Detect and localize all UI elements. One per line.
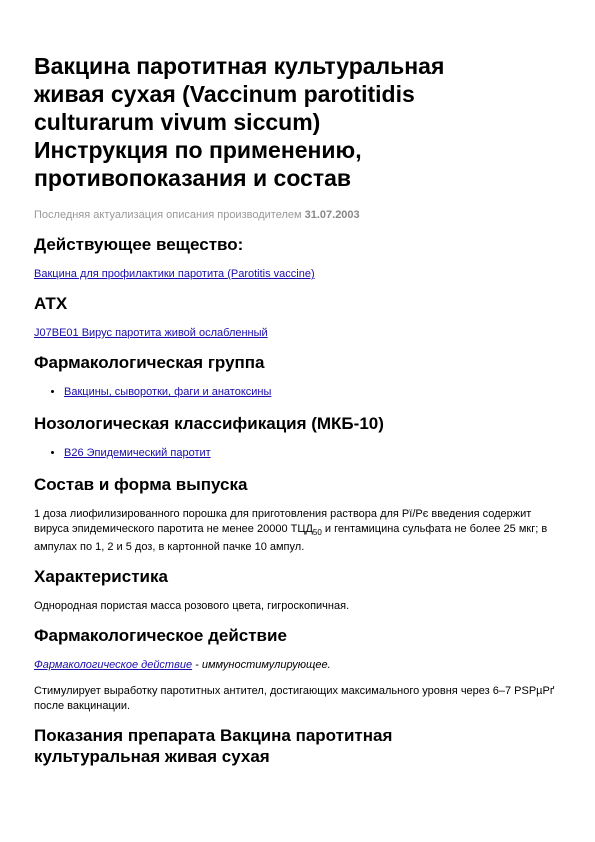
last-updated-date: 31.07.2003 <box>304 209 360 221</box>
list-item <box>64 385 555 400</box>
pharm-action-text: Стимулирует выработку паротитных антител, достигающих максимального уровня через 6–7 РЅРµРґ после вакцинации. <box>34 685 555 713</box>
active-substance-heading: Действующее вещество: <box>34 235 244 254</box>
last-updated <box>34 209 555 221</box>
composition-text-part: 1 доза лиофилизированного порошка для приготовления раствора для Рї/Рє введения содержит вируса эпидемического паротита не менее 20000 ТЦД <box>34 508 532 535</box>
last-updated-label: Последняя актуализация описания производителем <box>34 209 302 221</box>
title-line: Инструкция по применению, <box>34 137 362 163</box>
composition-section <box>34 474 555 555</box>
nosology-section <box>34 413 555 461</box>
page-title <box>34 52 555 192</box>
title-line: Вакцина паротитная культуральная <box>34 53 445 79</box>
nosology-link[interactable]: B26 Эпидемический паротит <box>64 447 211 459</box>
pharm-group-link[interactable]: Вакцины, сыворотки, фаги и анатоксины <box>64 386 272 398</box>
list-item <box>64 446 555 461</box>
indications-heading-line: Показания препарата Вакцина паротитная <box>34 726 393 746</box>
pharm-group-section <box>34 352 555 400</box>
nosology-heading: Нозологическая классификация (МКБ-10) <box>34 414 384 433</box>
title-line: живая сухая (Vaccinum parotitidis <box>34 81 415 107</box>
composition-text-part: и гентамицина сульфата не более 25 мкг; в ампулах по 1, 2 и 5 доз, в картонной пачке 10 ампул. <box>34 523 548 554</box>
atx-heading: АТХ <box>34 294 68 313</box>
characteristics-section <box>34 566 555 614</box>
pharm-group-list <box>34 385 555 400</box>
atx-link[interactable]: J07BE01 Вирус паротита живой ослабленный <box>34 327 268 339</box>
composition-heading: Состав и форма выпуска <box>34 475 248 494</box>
indications-heading <box>34 725 555 767</box>
indications-section <box>34 725 555 767</box>
pharm-action-heading: Фармакологическое действие <box>34 626 287 646</box>
composition-subscript: 50 <box>312 528 322 538</box>
title-line: culturarum vivum siccum) <box>34 109 321 135</box>
nosology-list <box>34 446 555 461</box>
active-substance-link[interactable]: Вакцина для профилактики паротита (Parotitis vaccine) <box>34 268 315 280</box>
active-substance-section <box>34 234 555 282</box>
title-line: противопоказания и состав <box>34 165 352 191</box>
characteristics-heading: Характеристика <box>34 567 168 587</box>
characteristics-text: Однородная пористая масса розового цвета, гигроскопичная. <box>34 600 350 613</box>
pharm-action-suffix: - иммуностимулирующее. <box>192 659 331 672</box>
pharm-action-section <box>34 625 555 714</box>
atx-section <box>34 293 555 341</box>
pharm-action-link[interactable]: Фармакологическое действие <box>34 659 193 672</box>
indications-heading-line: культуральная живая сухая <box>34 747 270 767</box>
pharm-action-line <box>34 658 555 673</box>
composition-text <box>34 507 555 555</box>
pharm-group-heading: Фармакологическая группа <box>34 353 265 372</box>
